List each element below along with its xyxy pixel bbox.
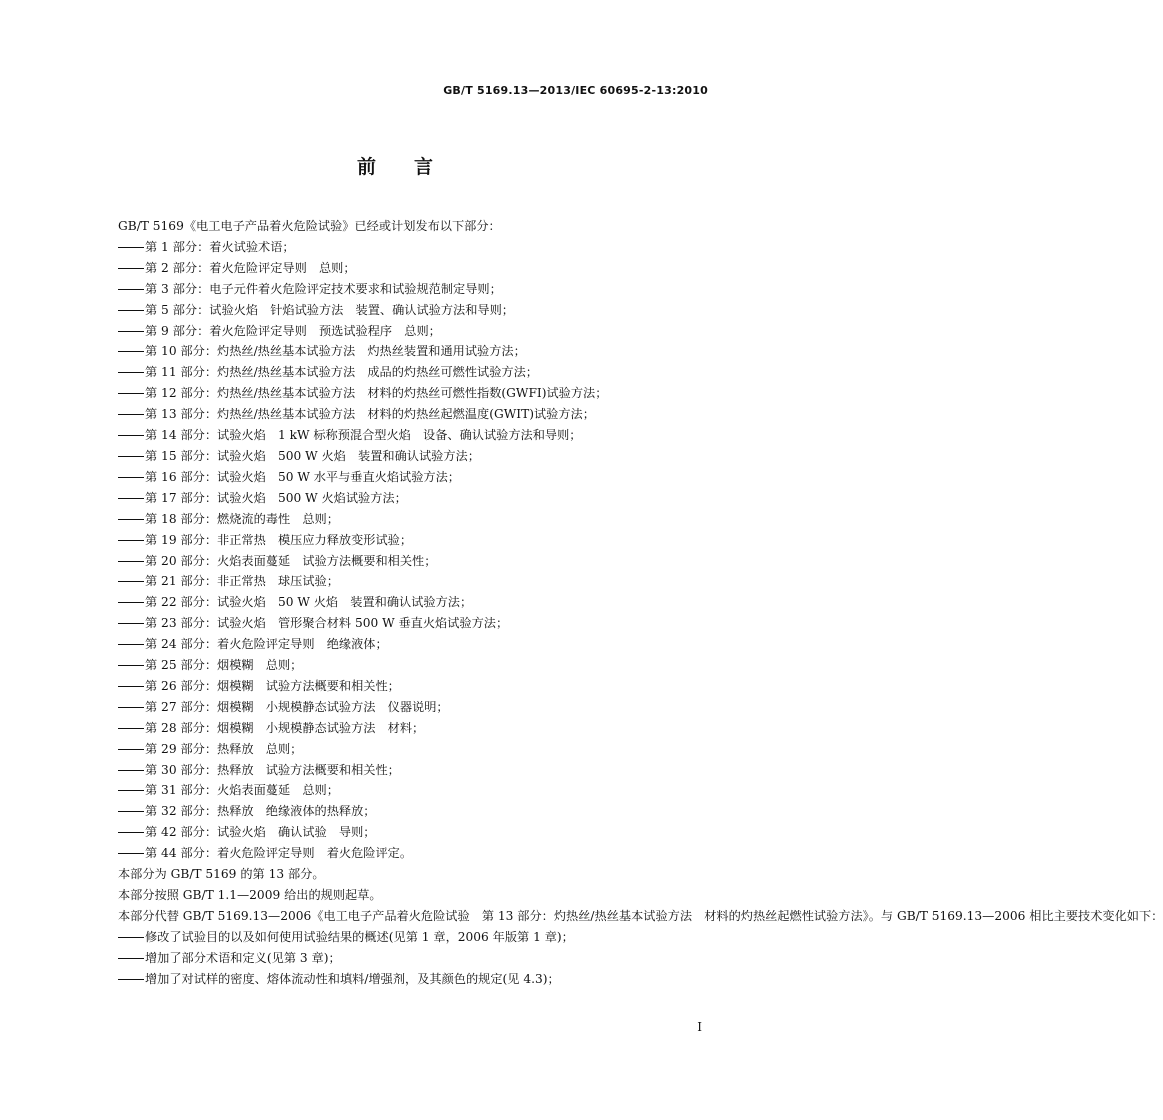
part-list-item-text: 第 29 部分：热释放 总则；	[145, 741, 303, 756]
part-list-item-text: 第 44 部分：着火危险评定导则 着火危险评定。	[145, 846, 413, 861]
part-list-item-text: 第 21 部分：非正常热 球压试验；	[145, 574, 339, 589]
part-list-item	[98, 279, 710, 300]
em-dash-mark	[118, 519, 144, 520]
part-list-item-text: 第 19 部分：非正常热 模压应力释放变形试验；	[145, 532, 413, 547]
part-list-item-text: 第 26 部分：烟模糊 试验方法概要和相关性；	[145, 678, 400, 693]
em-dash-mark	[118, 393, 144, 394]
em-dash-mark	[118, 331, 144, 332]
em-dash-mark	[118, 310, 144, 311]
page-title	[0, 152, 792, 179]
em-dash-mark	[118, 351, 144, 352]
part-list-item	[98, 446, 710, 467]
part-list-item	[98, 362, 710, 383]
part-list-item-text: 第 5 部分：试验火焰 针焰试验方法 装置、确认试验方法和导则；	[145, 302, 514, 317]
part-list-item	[98, 760, 710, 781]
em-dash-mark	[118, 707, 144, 708]
part-list-item	[98, 843, 710, 864]
em-dash-mark	[118, 289, 144, 290]
part-list-item-text: 第 2 部分：着火危险评定导则 总则；	[145, 260, 356, 275]
part-list-item	[98, 613, 710, 634]
part-list-item-text: 第 18 部分：燃烧流的毒性 总则；	[145, 511, 339, 526]
em-dash-mark	[118, 540, 144, 541]
standard-code-header: GB/T 5169.13—2013/IEC 60695-2-13:2010	[443, 84, 708, 97]
part-list-item	[98, 404, 710, 425]
em-dash-mark	[118, 686, 144, 687]
part-list-item	[98, 822, 710, 843]
part-list-item-text: 第 3 部分：电子元件着火危险评定技术要求和试验规范制定导则；	[145, 281, 502, 296]
em-dash-mark	[118, 602, 144, 603]
part-list-item	[98, 530, 710, 551]
changes-list	[98, 927, 710, 990]
em-dash-mark	[118, 811, 144, 812]
part-list-item-text: 第 31 部分：火焰表面蔓延 总则；	[145, 783, 339, 798]
page-number: I	[697, 1020, 702, 1034]
change-list-item-text: 增加了部分术语和定义(见第 3 章)；	[145, 950, 341, 965]
change-list-item	[98, 969, 710, 990]
part-list-item-text: 第 20 部分：火焰表面蔓延 试验方法概要和相关性；	[145, 553, 437, 568]
em-dash-mark	[118, 372, 144, 373]
part-list-item	[98, 676, 710, 697]
part-list-item-text: 第 1 部分：着火试验术语；	[145, 239, 295, 254]
part-list-item	[98, 655, 710, 676]
part-list-item-text: 第 17 部分：试验火焰 500 W 火焰试验方法；	[145, 490, 407, 505]
em-dash-mark	[118, 247, 144, 248]
part-list-item-text: 第 15 部分：试验火焰 500 W 火焰 装置和确认试验方法；	[145, 448, 480, 463]
part-list-item-text: 第 27 部分：烟模糊 小规模静态试验方法 仪器说明；	[145, 699, 449, 714]
part-list-item	[98, 258, 710, 279]
em-dash-mark	[118, 477, 144, 478]
part-list-item-text: 第 14 部分：试验火焰 1 kW 标称预混合型火焰 设备、确认试验方法和导则；	[145, 428, 582, 443]
em-dash-mark	[118, 644, 144, 645]
part-list-item-text: 第 22 部分：试验火焰 50 W 火焰 装置和确认试验方法；	[145, 595, 473, 610]
em-dash-mark	[118, 623, 144, 624]
em-dash-mark	[118, 414, 144, 415]
em-dash-mark	[118, 832, 144, 833]
part-list-item	[98, 718, 710, 739]
em-dash-mark	[118, 435, 144, 436]
part-list-item	[98, 300, 710, 321]
intro-paragraph: GB/T 5169《电工电子产品着火危险试验》已经或计划发布以下部分：	[118, 219, 501, 233]
part-list-item	[98, 592, 710, 613]
part-list-item	[98, 634, 710, 655]
part-list-item-text: 第 32 部分：热释放 绝缘液体的热释放；	[145, 804, 376, 819]
change-list-item-text: 增加了对试样的密度、熔体流动性和填料/增强剂，及其颜色的规定(见 4.3)；	[145, 971, 560, 986]
title-char-1: 前	[356, 156, 378, 178]
em-dash-mark	[118, 979, 144, 980]
statement-rules: 本部分按照 GB/T 1.1—2009 给出的规则起草。	[118, 888, 382, 902]
part-list-item	[98, 571, 710, 592]
em-dash-mark	[118, 958, 144, 959]
part-list-item	[98, 801, 710, 822]
part-list-item-text: 第 12 部分：灼热丝/热丝基本试验方法 材料的灼热丝可燃性指数(GWFI)试验方法；	[145, 386, 608, 401]
em-dash-mark	[118, 268, 144, 269]
change-list-item-text: 修改了试验目的以及如何使用试验结果的概述(见第 1 章，2006 年版第 1 章)；	[145, 929, 574, 944]
part-list-item-text: 第 10 部分：灼热丝/热丝基本试验方法 灼热丝装置和通用试验方法；	[145, 344, 526, 359]
part-list-item	[98, 551, 710, 572]
foreword-body	[98, 216, 1163, 990]
part-list-item	[98, 739, 710, 760]
part-list-item	[98, 780, 710, 801]
part-list-item	[98, 509, 710, 530]
em-dash-mark	[118, 770, 144, 771]
part-list-item	[98, 383, 710, 404]
part-list-item-text: 第 11 部分：灼热丝/热丝基本试验方法 成品的灼热丝可燃性试验方法；	[145, 365, 538, 380]
part-list-item	[98, 425, 710, 446]
em-dash-mark	[118, 853, 144, 854]
statement-part: 本部分为 GB/T 5169 的第 13 部分。	[118, 867, 325, 882]
em-dash-mark	[118, 665, 144, 666]
em-dash-mark	[118, 456, 144, 457]
em-dash-mark	[118, 498, 144, 499]
title-char-2: 言	[414, 156, 436, 178]
part-list-item-text: 第 23 部分：试验火焰 管形聚合材料 500 W 垂直火焰试验方法；	[145, 616, 509, 631]
em-dash-mark	[118, 728, 144, 729]
part-list-item-text: 第 16 部分：试验火焰 50 W 水平与垂直火焰试验方法；	[145, 469, 460, 484]
em-dash-mark	[118, 581, 144, 582]
part-list-item	[98, 237, 710, 258]
part-list-item	[98, 697, 710, 718]
em-dash-mark	[118, 937, 144, 938]
part-list-item-text: 第 13 部分：灼热丝/热丝基本试验方法 材料的灼热丝起燃温度(GWIT)试验方法；	[145, 407, 595, 422]
part-list-item	[98, 467, 710, 488]
part-list-item	[98, 321, 710, 342]
change-list-item	[98, 927, 710, 948]
part-list-item	[98, 488, 710, 509]
part-list-item-text: 第 28 部分：烟模糊 小规模静态试验方法 材料；	[145, 720, 425, 735]
em-dash-mark	[118, 561, 144, 562]
parts-list	[98, 237, 710, 864]
part-list-item-text: 第 25 部分：烟模糊 总则；	[145, 658, 303, 673]
change-list-item	[98, 948, 710, 969]
statement-replaces: 本部分代替 GB/T 5169.13—2006《电工电子产品着火危险试验 第 13 部分：灼热丝/热丝基本试验方法 材料的灼热丝起燃性试验方法》。与 GB/T 5169.13—2006 相比主要技术变化如下：	[118, 908, 1163, 923]
part-list-item-text: 第 9 部分：着火危险评定导则 预选试验程序 总则；	[145, 323, 441, 338]
part-list-item	[98, 341, 710, 362]
em-dash-mark	[118, 749, 144, 750]
part-list-item-text: 第 30 部分：热释放 试验方法概要和相关性；	[145, 762, 400, 777]
part-list-item-text: 第 42 部分：试验火焰 确认试验 导则；	[145, 825, 376, 840]
em-dash-mark	[118, 790, 144, 791]
part-list-item-text: 第 24 部分：着火危险评定导则 绝缘液体；	[145, 637, 388, 652]
